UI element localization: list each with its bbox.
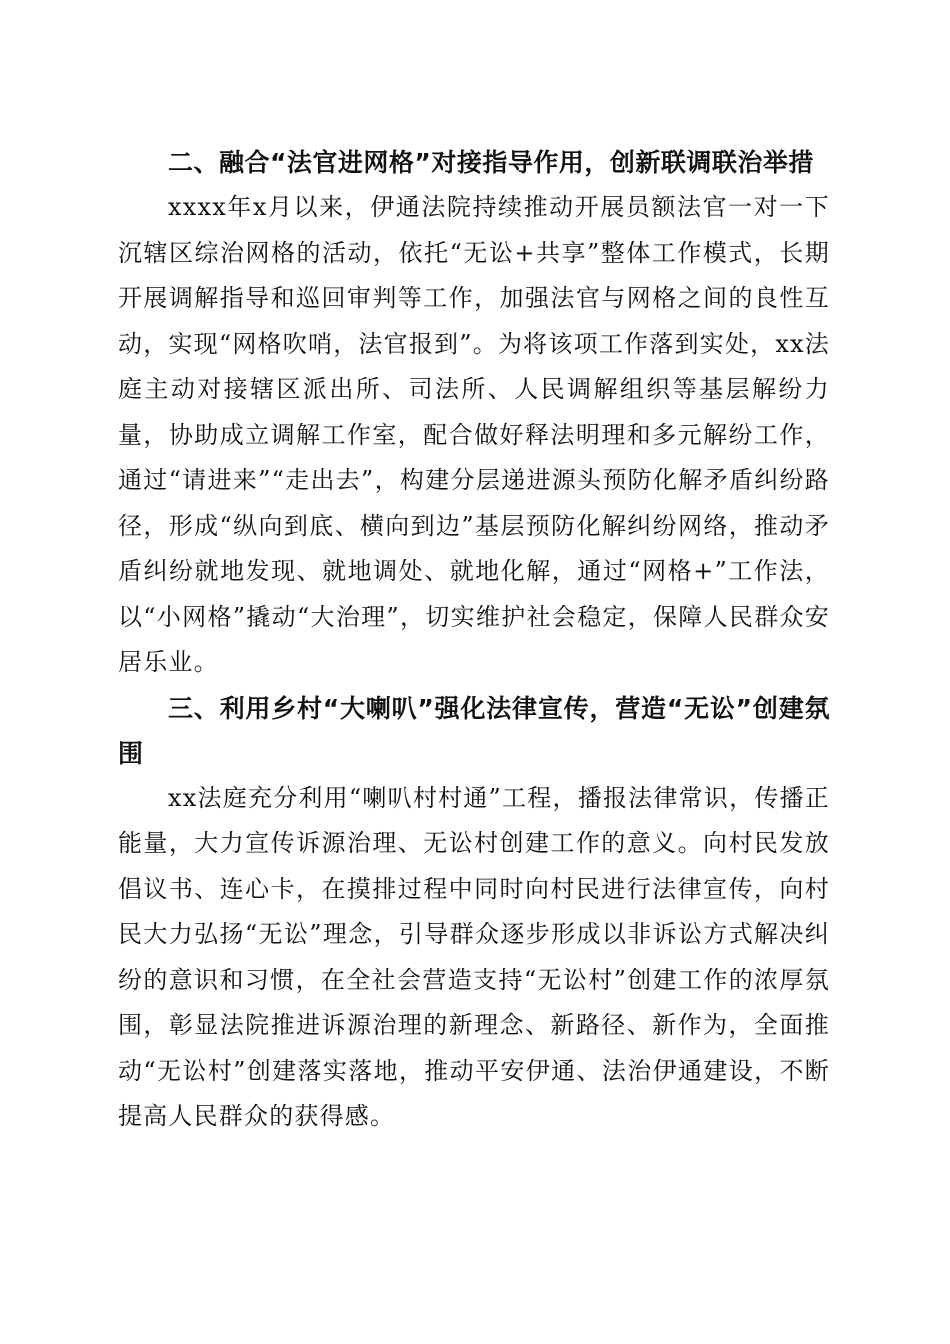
section-heading-3: 三、利用乡村“大喇叭”强化法律宣传，营造“无讼”创建氛围 [118, 693, 830, 768]
section-paragraph-2: xxxx年x月以来，伊通法院持续推动开展员额法官一对一下沉辖区综治网格的活动，依托“无讼+共享”整体工作模式，长期开展调解指导和巡回审判等工作，加强法官与网格之间的良性互动，实现“网格吹哨，法官报到”。为将该项工作落到实处，xx法庭主动对接辖区派出所、司法所、人民调解组织等基层解纷力量，协助成立调解工作室，配合做好释法明理和多元解纷工作，通过“请进来”“走出去”，构建分层递进源头预防化解矛盾纠纷路径，形成“纵向到底、横向到边”基层预防化解纠纷网络，推动矛盾纠纷就地发现、就地调处、就地化解，通过“网格+”工作法，以“小网格”撬动“大治理”，切实维护社会稳定，保障人民群众安居乐业。 [118, 193, 830, 676]
section-heading-2: 二、融合“法官进网格”对接指导作用，创新联调联治举措 [168, 148, 814, 177]
document-body [118, 140, 830, 1140]
section-paragraph-3: xx法庭充分利用“喇叭村村通”工程，播报法律常识，传播正能量，大力宣传诉源治理、无讼村创建工作的意义。向村民发放倡议书、连心卡，在摸排过程中同时向村民进行法律宣传，向村民大力弘扬“无讼”理念，引导群众逐步形成以非诉讼方式解决纠纷的意识和习惯，在全社会营造支持“无讼村”创建工作的浓厚氛围，彰显法院推进诉源治理的新理念、新路径、新作为，全面推动“无讼村”创建落实落地，推动平安伊通、法治伊通建设，不断提高人民群众的获得感。 [118, 783, 830, 1130]
